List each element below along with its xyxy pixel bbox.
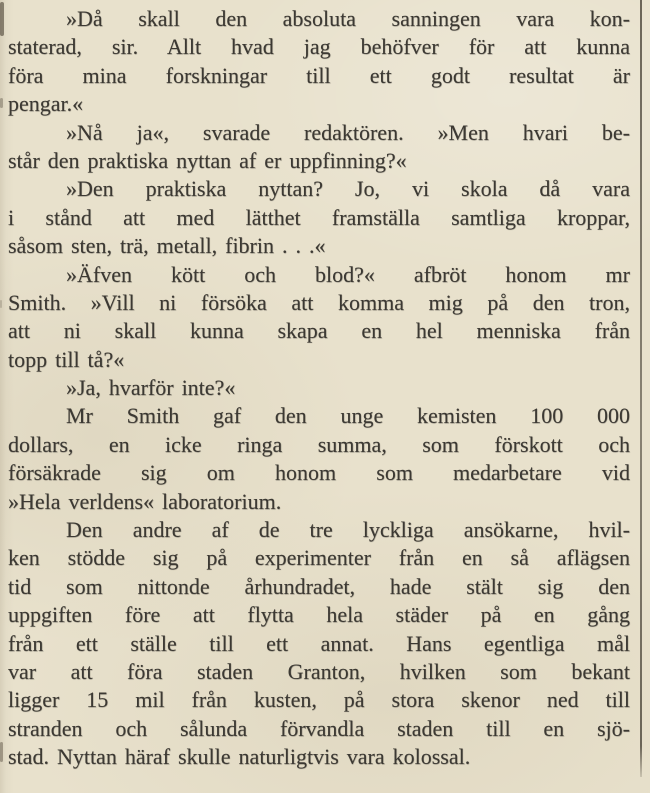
- paragraph: [8, 402, 630, 516]
- text-line: ligger 15 mil från kusten, på stora skenor ned till: [8, 687, 630, 713]
- text-line: topp till tå?«: [8, 346, 125, 372]
- text-line: från ett ställe till ett annat. Hans egentliga mål: [8, 630, 630, 656]
- text-line: »Äfven kött och blod?« afbröt honom mr: [66, 261, 630, 287]
- text-line: såsom sten, trä, metall, fibrin . . .«: [8, 233, 326, 259]
- text-line: uppgiften före att flytta hela städer på en gång: [8, 602, 630, 628]
- scan-artifact: [0, 742, 3, 762]
- paragraph: [8, 175, 630, 260]
- text-line: Den andre af de tre lyckliga ansökarne, hvil-: [66, 517, 630, 543]
- text-line: »Den praktiska nyttan? Jo, vi skola då vara: [66, 176, 630, 202]
- text-line: »Hela verldens« laboratorium.: [8, 488, 282, 514]
- column-rule: [640, 0, 642, 777]
- paragraph: [8, 261, 630, 375]
- text-line: »Då skall den absoluta sanningen vara kon-: [66, 6, 630, 31]
- text-line: Mr Smith gaf den unge kemisten 100 000: [66, 403, 630, 429]
- text-line: stranden och sålunda förvandla staden till en sjö-: [8, 715, 630, 741]
- text-line: pengar.«: [8, 91, 84, 117]
- text-line: var att föra staden Granton, hvilken som bekant: [8, 658, 630, 684]
- text-line: försäkrade sig om honom som medarbetare vid: [8, 460, 630, 486]
- text-line: föra mina forskningar till ett godt resultat är: [8, 62, 630, 88]
- text-line: Smith. »Vill ni försöka att komma mig på den tron,: [8, 289, 630, 315]
- text-line: står den praktiska nyttan af er uppfinning?«: [8, 147, 407, 173]
- text-column: [8, 5, 630, 772]
- text-line: i stånd att med lätthet framställa samtliga kroppar,: [8, 204, 630, 230]
- text-line: att ni skall kunna skapa en hel menniska från: [8, 318, 630, 344]
- text-line: »Ja, hvarför inte?«: [66, 375, 236, 401]
- scan-artifact: [0, 2, 4, 36]
- text-line: dollars, en icke ringa summa, som förskott och: [8, 431, 630, 457]
- paragraph: [8, 119, 630, 176]
- paragraph: [8, 516, 630, 772]
- text-line: »Nå ja«, svarade redaktören. »Men hvari be-: [66, 119, 630, 145]
- text-line: stad. Nyttan häraf skulle naturligtvis vara kolossal.: [8, 744, 471, 770]
- scan-artifact: [0, 98, 3, 108]
- paragraph: [8, 5, 630, 119]
- paragraph: [8, 374, 630, 402]
- scan-artifact: [0, 300, 2, 308]
- text-line: tid som nittonde århundradet, hade stält sig den: [8, 573, 630, 599]
- text-line: ken stödde sig på experimenter från en så aflägsen: [8, 545, 630, 571]
- text-line: staterad, sir. Allt hvad jag behöfver för att kunna: [8, 34, 630, 60]
